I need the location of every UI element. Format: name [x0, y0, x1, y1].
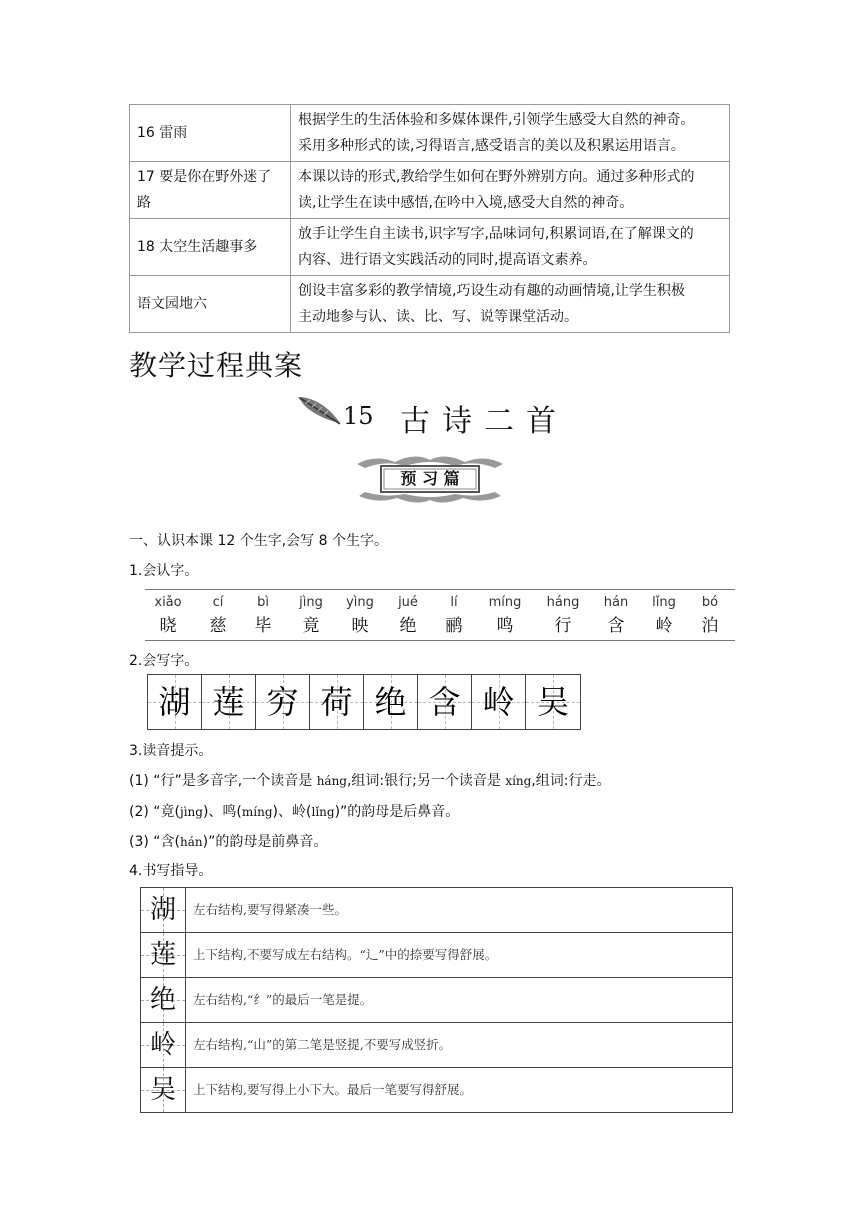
list-item: cí 慈: [209, 595, 227, 636]
writing-cell: 绝: [364, 675, 418, 729]
writing-cell: 吴: [526, 675, 580, 729]
reading-tip-3: (3) “含(hán)”的韵母是前鼻音。: [129, 834, 328, 850]
writing-cell: 莲: [202, 675, 256, 729]
preview-banner: [355, 452, 505, 504]
reading-tip-1: (1) “行”是多音字,一个读音是 háng,组词:银行;另一个读音是 xíng,组词:行走。: [129, 773, 611, 789]
section-title: 教学过程典案: [129, 349, 304, 382]
lesson-description: 创设丰富多彩的教学情境,巧设生动有趣的动画情境,让学生积极 主动地参与认、读、比、写、说等课堂活动。: [291, 276, 730, 333]
writing-cell: 荷: [310, 675, 364, 729]
writing-cell: 湖: [148, 675, 202, 729]
table-row: [141, 1068, 732, 1112]
lesson-plan-table: [129, 104, 730, 333]
writing-grid: [147, 674, 581, 730]
list-item: bì 毕: [254, 595, 272, 636]
list-item: jìng 竟: [299, 595, 323, 636]
lesson-name: 语文园地六: [130, 276, 291, 333]
lesson-description: 根据学生的生活体验和多媒体课件,引领学生感受大自然的神奇。 采用多种形式的读,习得语言,感受语言的美以及积累运用语言。: [291, 105, 730, 162]
guide-character: 湖: [141, 888, 186, 932]
guide-text: 上下结构,不要写成左右结构。“辶”中的捺要写得舒展。: [193, 947, 498, 962]
reading-heading: 3.读音提示。: [129, 743, 213, 759]
list-item: lǐng 岭: [652, 595, 676, 636]
guide-text: 左右结构,“山”的第二笔是竖提,不要写成竖折。: [193, 1037, 452, 1052]
write-heading: 2.会写字。: [129, 653, 199, 669]
quill-icon: [296, 393, 344, 429]
list-item: xiǎo 晓: [154, 595, 182, 636]
table-row: [141, 978, 732, 1023]
list-item: yìng 映: [346, 595, 374, 636]
list-item: míng 鸣: [488, 595, 522, 636]
guide-character: 岭: [141, 1023, 186, 1067]
lesson-description: 本课以诗的形式,教给学生如何在野外辨别方向。通过多种形式的 读,让学生在读中感悟,在吟中入境,感受大自然的神奇。: [291, 162, 730, 219]
guide-character: 莲: [141, 933, 186, 977]
guide-character: 吴: [141, 1068, 186, 1112]
lesson-number: 15: [343, 402, 374, 430]
recognize-characters-row: [145, 589, 735, 641]
guide-text: 上下结构,要写得上小下大。最后一笔要写得舒展。: [193, 1082, 472, 1097]
writing-cell: 岭: [472, 675, 526, 729]
lesson-name: 16 雷雨: [130, 105, 291, 162]
lesson-title: 古诗二首: [400, 404, 568, 439]
table-row: [141, 933, 732, 978]
banner-label: 预 习 篇: [400, 469, 460, 488]
table-row: [130, 105, 730, 162]
writing-cell: 含: [418, 675, 472, 729]
list-item: jué 绝: [398, 595, 418, 636]
guide-text: 左右结构,“纟”的最后一笔是提。: [193, 992, 373, 1007]
lesson-description: 放手让学生自主读书,识字写字,品味词句,积累词语,在了解课文的 内容、进行语文实践活动的同时,提高语文素养。: [291, 219, 730, 276]
writing-guide-table: [140, 887, 733, 1113]
list-item: hán 含: [603, 595, 629, 636]
learning-goal: 一、认识本课 12 个生字,会写 8 个生字。: [129, 533, 388, 549]
guide-heading: 4.书写指导。: [129, 863, 213, 879]
table-row: [141, 1023, 732, 1068]
table-row: [141, 888, 732, 933]
writing-cell: 穷: [256, 675, 310, 729]
table-row: [130, 219, 730, 276]
table-row: [130, 276, 730, 333]
list-item: lí 鹂: [445, 595, 463, 636]
lesson-name: 17 要是你在野外迷了路: [130, 162, 291, 219]
guide-character: 绝: [141, 978, 186, 1022]
reading-tip-2: (2) “竟(jìng)、鸣(míng)、岭(lǐng)”的韵母是后鼻音。: [129, 804, 460, 820]
guide-text: 左右结构,要写得紧凑一些。: [193, 902, 347, 917]
list-item: háng 行: [546, 595, 580, 636]
recognize-heading: 1.会认字。: [129, 563, 199, 579]
lesson-name: 18 太空生活趣事多: [130, 219, 291, 276]
list-item: bó 泊: [701, 595, 719, 636]
table-row: [130, 162, 730, 219]
